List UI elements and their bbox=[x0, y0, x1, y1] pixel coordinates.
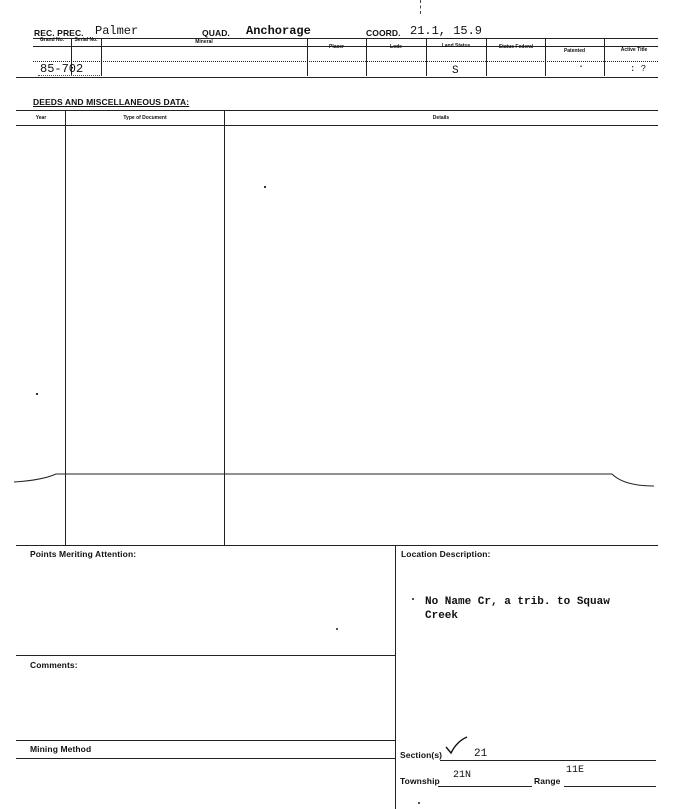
deeds-section-title: DEEDS AND MISCELLANEOUS DATA: bbox=[33, 97, 190, 107]
range-underline bbox=[564, 786, 656, 787]
claims-col-divider bbox=[307, 38, 308, 76]
location-description-line-1: No Name Cr, a trib. to Squaw bbox=[425, 596, 610, 608]
claims-col-divider bbox=[545, 38, 546, 76]
sections-underline bbox=[440, 760, 656, 761]
bottom-divider bbox=[395, 545, 396, 809]
township-underline bbox=[438, 786, 532, 787]
deeds-col-type: Type of Document bbox=[123, 115, 167, 121]
patented-value: · bbox=[578, 62, 585, 73]
stray-mark bbox=[264, 186, 266, 188]
township-label: Township bbox=[400, 776, 440, 786]
col-header-active-title: Active Title bbox=[620, 47, 648, 53]
mining-method-bottom-border bbox=[16, 758, 395, 759]
active-title-value: : ? bbox=[630, 64, 647, 74]
quad-label: QUAD. bbox=[202, 28, 230, 38]
col-header-serial-no: Serial No. bbox=[74, 37, 98, 43]
points-meriting-attention-label: Points Meriting Attention: bbox=[30, 549, 137, 559]
claims-table-top-border bbox=[33, 38, 658, 39]
coord-label: COORD. bbox=[366, 28, 401, 38]
claims-col-divider bbox=[366, 38, 367, 76]
top-mark bbox=[420, 0, 421, 14]
claims-col-divider bbox=[604, 38, 605, 76]
land-status-value: S bbox=[452, 65, 459, 77]
col-header-patented: Patented bbox=[563, 48, 586, 54]
range-value: 11E bbox=[566, 765, 585, 776]
stray-mark bbox=[36, 393, 38, 395]
rec-prec-value: Palmer bbox=[95, 24, 139, 38]
location-description-line-2: Creek bbox=[425, 610, 459, 622]
col-header-status-federal: Status Federal bbox=[498, 44, 534, 50]
range-label: Range bbox=[534, 776, 561, 786]
claims-col-divider bbox=[486, 38, 487, 76]
coord-value: 21.1, 15.9 bbox=[410, 24, 483, 38]
grand-no-value: 85-702 bbox=[40, 62, 84, 76]
stray-mark bbox=[412, 598, 414, 600]
sections-value: 21 bbox=[474, 748, 488, 760]
quad-value: Anchorage bbox=[246, 24, 311, 38]
deeds-col-details: Details bbox=[432, 115, 450, 121]
mining-method-label: Mining Method bbox=[30, 744, 92, 754]
location-description-label: Location Description: bbox=[401, 549, 491, 559]
deeds-table-bottom-border bbox=[16, 545, 658, 546]
col-header-mineral: Mineral bbox=[195, 39, 213, 45]
grand-no-underline bbox=[38, 75, 100, 76]
claims-table-bottom-border bbox=[16, 77, 658, 78]
comments-label: Comments: bbox=[30, 660, 78, 670]
claims-col-divider bbox=[426, 38, 427, 76]
stray-mark bbox=[418, 802, 420, 804]
deeds-table-top-border bbox=[16, 110, 658, 111]
stray-mark bbox=[336, 628, 338, 630]
col-header-land-status: Land Status bbox=[441, 43, 471, 49]
deeds-col-year: Year bbox=[35, 115, 47, 121]
sections-label: Section(s) bbox=[400, 750, 443, 760]
rec-prec-label: REC. PREC. bbox=[34, 28, 84, 38]
page-fold-line bbox=[0, 466, 678, 496]
comments-top-border bbox=[16, 655, 395, 656]
mining-method-top-border bbox=[16, 740, 395, 741]
claims-table-mid-border bbox=[33, 61, 658, 62]
checkmark-icon bbox=[443, 735, 469, 755]
col-header-placer: Placer bbox=[328, 44, 344, 50]
township-value: 21N bbox=[453, 770, 472, 781]
col-header-lode: Lode bbox=[390, 44, 402, 50]
deeds-table-header-border bbox=[16, 125, 658, 126]
col-header-grand-no: Grand No. bbox=[39, 37, 65, 43]
